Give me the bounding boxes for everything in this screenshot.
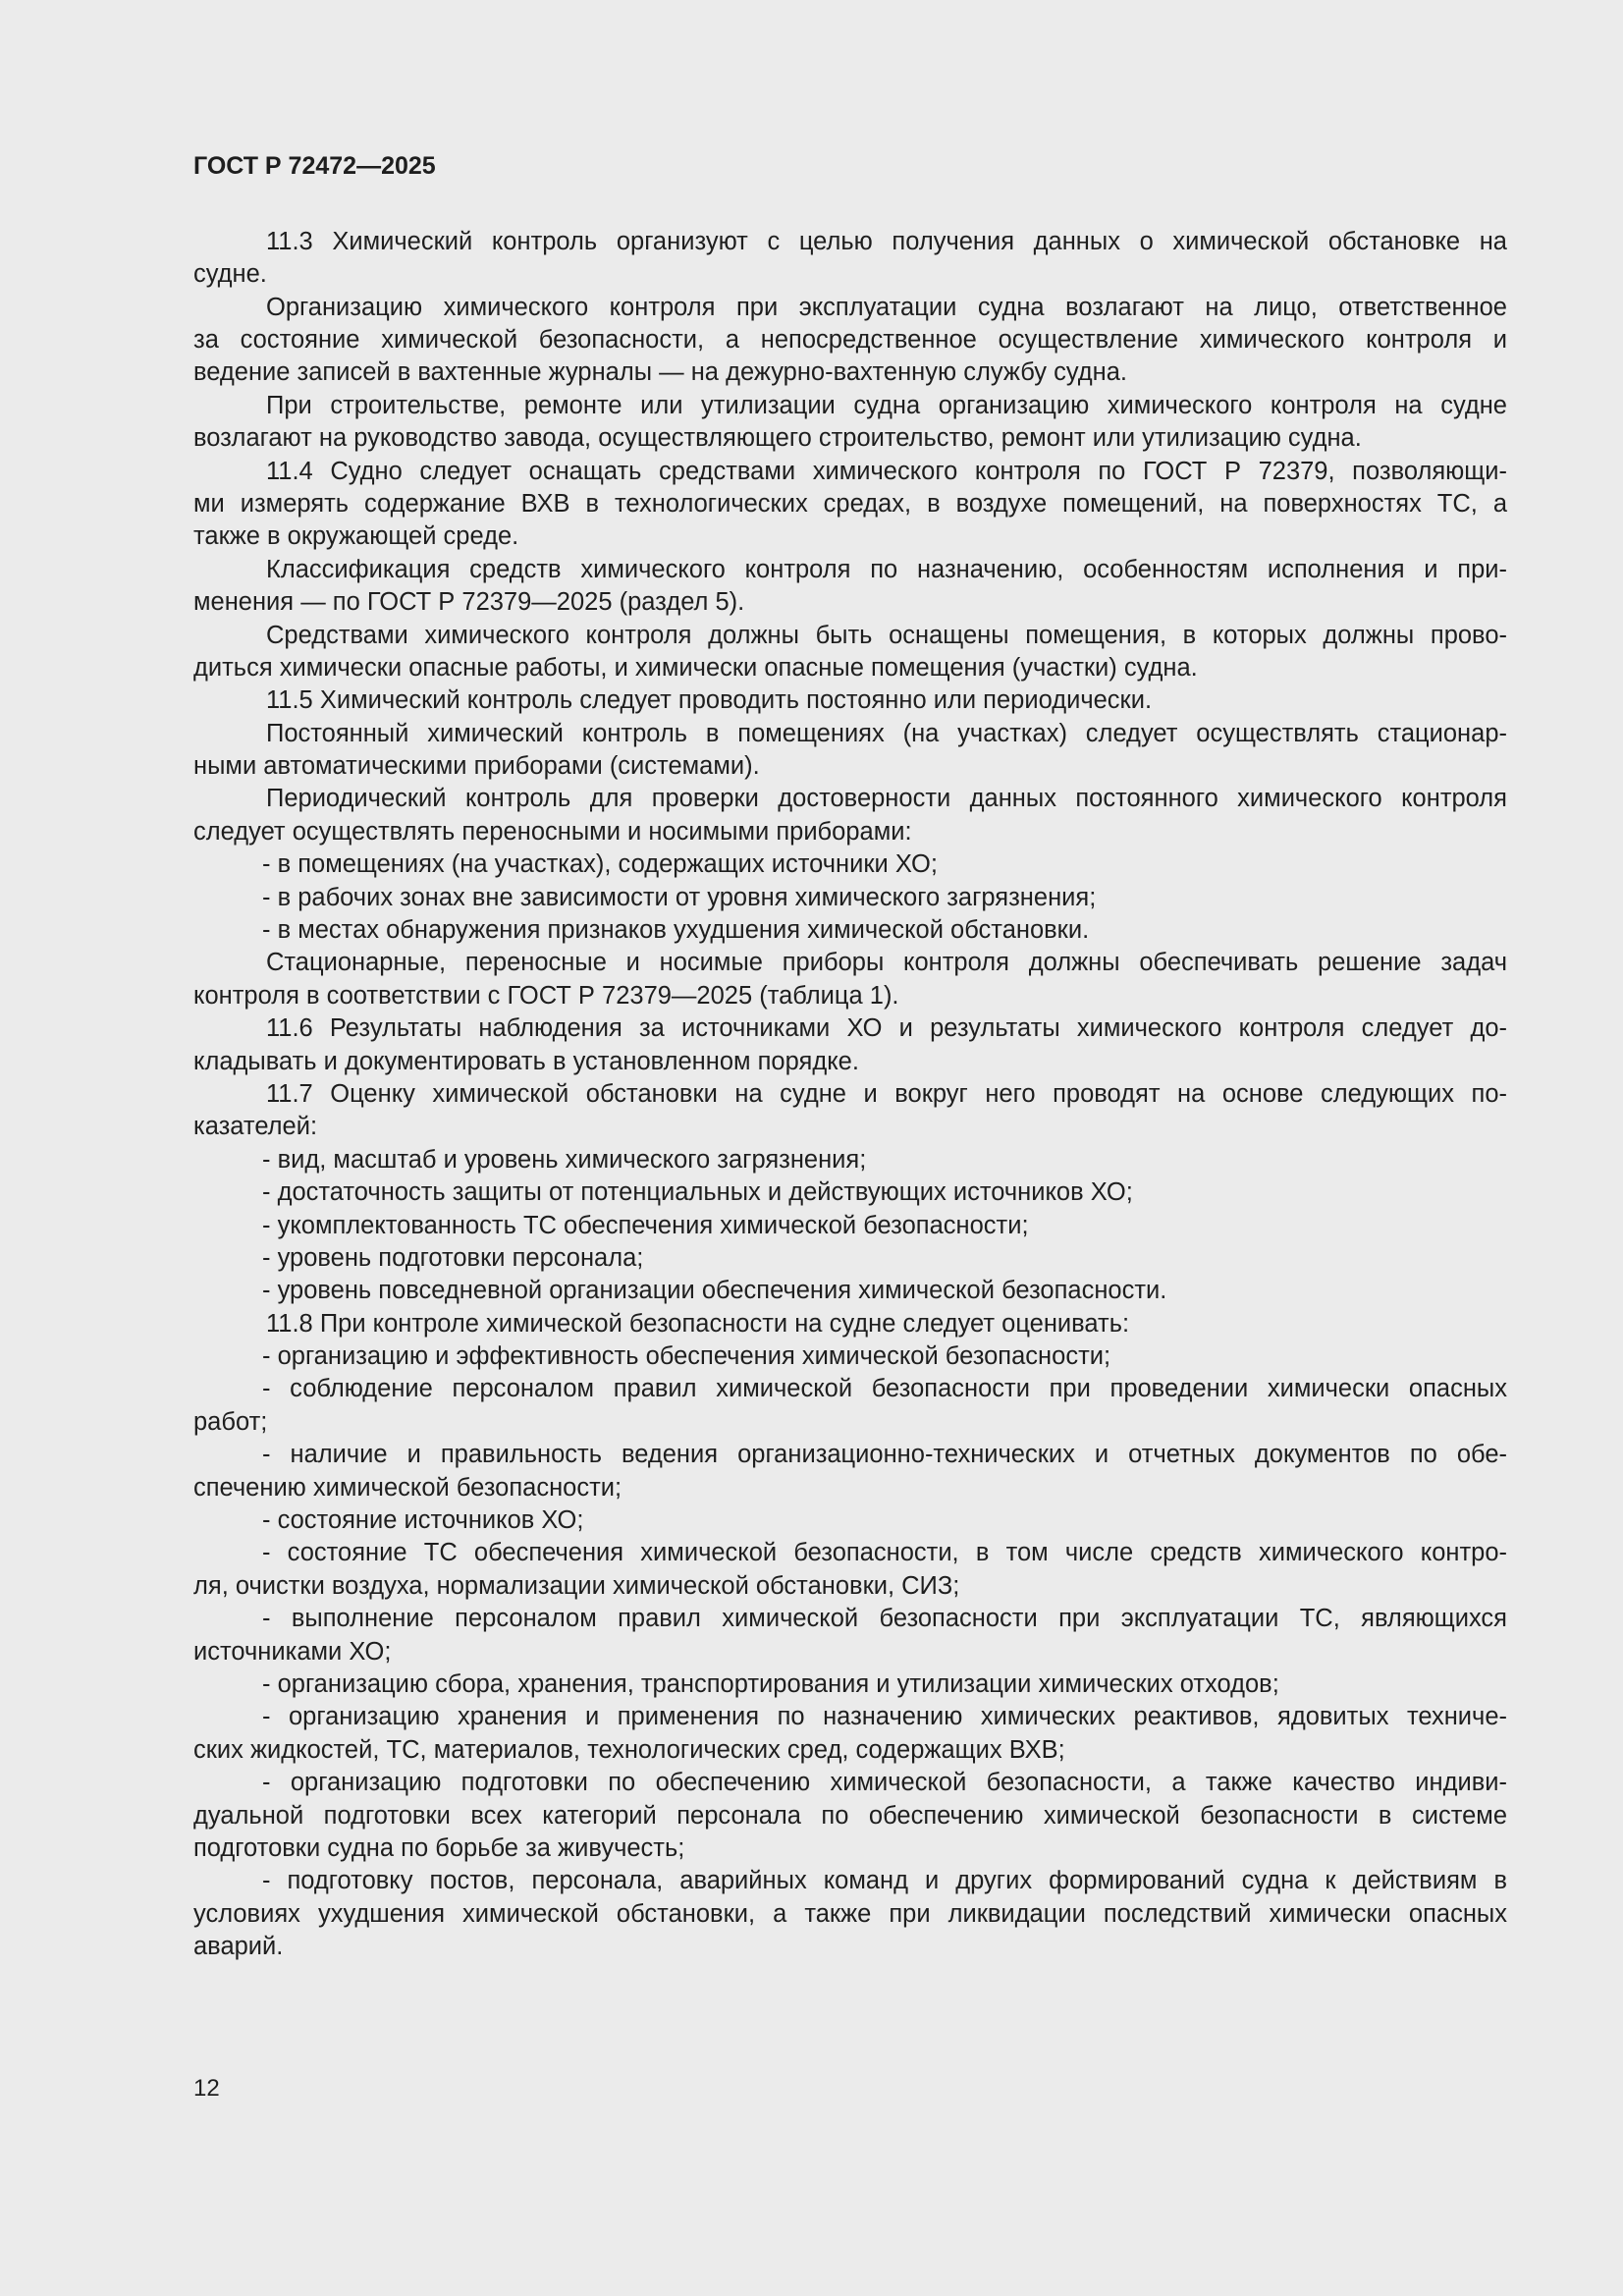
list-item: - в местах обнаружения признаков ухудшения химической обстановки.: [262, 916, 1090, 944]
list-item: - организацию подготовки по обеспечению химической безопасности, а также качество индиви-: [262, 1769, 1507, 1796]
list-item: - достаточность защиты от потенциальных и действующих источников ХО;: [262, 1178, 1133, 1206]
list-item: - укомплектованность ТС обеспечения химической безопасности;: [262, 1212, 1029, 1239]
paragraph-line: 11.6 Результаты наблюдения за источниками ХО и результаты химического контроля следует до-: [266, 1014, 1507, 1042]
list-item: - уровень повседневной организации обеспечения химической безопасности.: [262, 1277, 1167, 1304]
paragraph-line: Периодический контроль для проверки достоверности данных постоянного химического контроля: [266, 785, 1507, 812]
list-item: - организацию сбора, хранения, транспортирования и утилизации химических отходов;: [262, 1670, 1279, 1698]
list-item: - вид, масштаб и уровень химического загрязнения;: [262, 1146, 867, 1174]
paragraph-line: судне.: [193, 260, 267, 288]
list-item: - соблюдение персоналом правил химической безопасности при проведении химически опасных: [262, 1375, 1507, 1402]
paragraph-line: Стационарные, переносные и носимые приборы контроля должны обеспечивать решение задач: [266, 949, 1507, 976]
paragraph-line: Организацию химического контроля при эксплуатации судна возлагают на лицо, ответственное: [266, 294, 1507, 321]
paragraph-line: кладывать и документировать в установленном порядке.: [193, 1048, 859, 1075]
paragraph-line: 11.7 Оценку химической обстановки на судне и вокруг него проводят на основе следующих по-: [266, 1080, 1507, 1108]
list-item-continuation: ля, очистки воздуха, нормализации химической обстановки, СИЗ;: [193, 1572, 960, 1600]
paragraph-line: за состояние химической безопасности, а непосредственное осуществление химического контроля и: [193, 326, 1507, 354]
paragraph-line: 11.3 Химический контроль организуют с целью получения данных о химической обстановке на: [266, 228, 1507, 255]
paragraph-line: 11.8 При контроле химической безопасности на судне следует оценивать:: [266, 1310, 1130, 1338]
list-item: - в рабочих зонах вне зависимости от уровня химического загрязнения;: [262, 884, 1097, 911]
list-item-continuation: работ;: [193, 1408, 268, 1436]
list-item: - состояние источников ХО;: [262, 1506, 584, 1534]
paragraph-line: ными автоматическими приборами (системами).: [193, 752, 760, 780]
paragraph-line: диться химически опасные работы, и химически опасные помещения (участки) судна.: [193, 654, 1198, 682]
paragraph-line: При строительстве, ремонте или утилизации судна организацию химического контроля на судне: [266, 392, 1507, 419]
list-item: - наличие и правильность ведения организационно-технических и отчетных документов по обе-: [262, 1441, 1507, 1468]
paragraph-line: 11.5 Химический контроль следует проводить постоянно или периодически.: [266, 686, 1153, 714]
paragraph-line: менения — по ГОСТ Р 72379—2025 (раздел 5).: [193, 588, 745, 616]
list-item-continuation: ских жидкостей, ТС, материалов, технологических сред, содержащих ВХВ;: [193, 1736, 1065, 1764]
list-item-continuation: дуальной подготовки всех категорий персонала по обеспечению химической безопасности в системе: [193, 1802, 1507, 1830]
paragraph-line: ми измерять содержание ВХВ в технологических средах, в воздухе помещений, на поверхностях ТС, а: [193, 490, 1507, 518]
paragraph-line: контроля в соответствии с ГОСТ Р 72379—2025 (таблица 1).: [193, 982, 899, 1010]
list-item: - состояние ТС обеспечения химической безопасности, в том числе средств химического контро-: [262, 1539, 1507, 1566]
paragraph-line: следует осуществлять переносными и носимыми приборами:: [193, 818, 912, 846]
paragraph-line: Классификация средств химического контроля по назначению, особенностям исполнения и при-: [266, 556, 1507, 583]
list-item: - подготовку постов, персонала, аварийных команд и других формирований судна к действиям в: [262, 1867, 1507, 1894]
list-item-continuation: подготовки судна по борьбе за живучесть;: [193, 1834, 685, 1862]
list-item: - в помещениях (на участках), содержащих источники ХО;: [262, 850, 938, 878]
list-item-continuation: условиях ухудшения химической обстановки, а также при ликвидации последствий химически опасных: [193, 1900, 1507, 1928]
list-item-continuation: спечению химической безопасности;: [193, 1474, 622, 1502]
paragraph-line: Постоянный химический контроль в помещениях (на участках) следует осуществлять стационар-: [266, 720, 1507, 747]
document-code-header: ГОСТ Р 72472—2025: [193, 152, 436, 180]
list-item: - уровень подготовки персонала;: [262, 1244, 644, 1272]
paragraph-line: 11.4 Судно следует оснащать средствами химического контроля по ГОСТ Р 72379, позволяющи-: [266, 458, 1507, 485]
list-item: - выполнение персоналом правил химической безопасности при эксплуатации ТС, являющихся: [262, 1605, 1507, 1632]
list-item-continuation: источниками ХО;: [193, 1638, 392, 1666]
list-item-continuation: аварий.: [193, 1933, 284, 1960]
paragraph-line: также в окружающей среде.: [193, 522, 519, 550]
page-number: 12: [193, 2075, 220, 2102]
paragraph-line: ведение записей в вахтенные журналы — на дежурно-вахтенную службу судна.: [193, 358, 1127, 386]
list-item: - организацию хранения и применения по назначению химических реактивов, ядовитых техниче-: [262, 1703, 1507, 1730]
paragraph-line: Средствами химического контроля должны быть оснащены помещения, в которых должны прово-: [266, 622, 1507, 649]
list-item: - организацию и эффективность обеспечения химической безопасности;: [262, 1342, 1111, 1370]
paragraph-line: возлагают на руководство завода, осуществляющего строительство, ремонт или утилизацию судна.: [193, 424, 1362, 452]
paragraph-line: казателей:: [193, 1113, 318, 1140]
